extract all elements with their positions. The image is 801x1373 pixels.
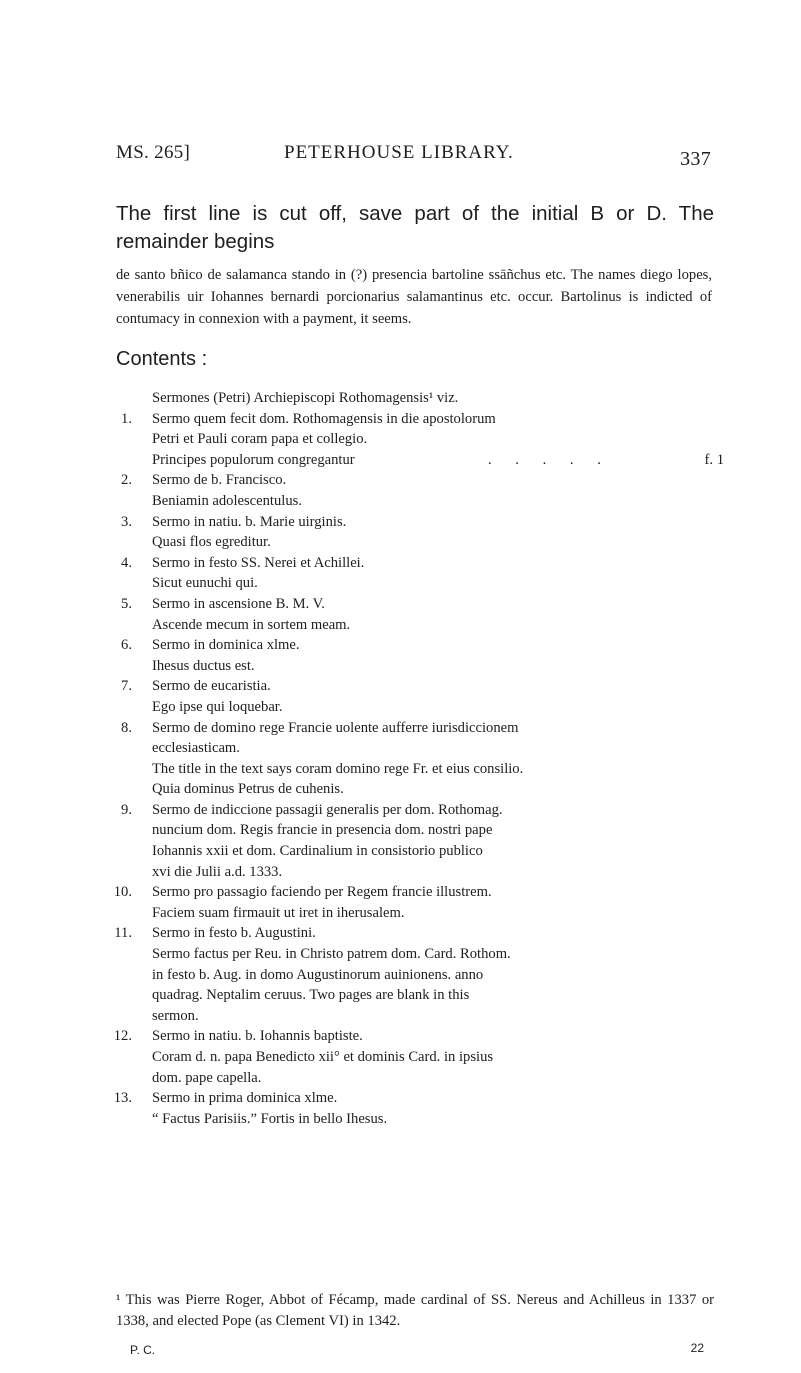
intro-paragraph: The first line is cut off, save part of the initial B or D. The remainder begins [116,202,714,253]
item-text: Sicut eunuchi qui. [152,575,258,592]
signature-mark: 22 [690,1341,704,1355]
list-item [110,615,710,636]
item-text: Sermo in festo b. Augustini. [152,925,316,942]
item-text: Sermo in ascensione B. M. V. [152,595,325,612]
list-item [110,944,710,965]
list-item [110,697,710,718]
contents-heading: Contents : [116,348,208,370]
item-text: Sermo factus per Reu. in Christo patrem dom. Card. Rothom. [152,946,511,963]
item-text: sermon. [152,1007,199,1024]
list-item [110,594,710,615]
item-text: Sermo pro passagio faciendo per Regem francie illustrem. [152,884,492,901]
list-item [110,635,710,656]
list-item [110,820,710,841]
list-item [110,923,710,944]
item-text: Faciem suam firmauit ut iret in iherusalem. [152,904,405,921]
item-number: 7. [121,678,132,695]
item-text: Sermo de b. Francisco. [152,472,287,489]
folio-ref: f. 1 [704,451,724,468]
list-item [110,759,710,780]
item-text: Ascende mecum in sortem meam. [152,616,351,633]
item-text: Sermo in dominica xlme. [152,637,300,654]
footnote: ¹ This was Pierre Roger, Abbot of Fécamp, made cardinal of SS. Nereus and Achilleus in 1337 or 1338, and elected Pope (as Clement VI) in 1342. [116,1292,714,1329]
item-text: quadrag. Neptalim ceruus. Two pages are blank in this [152,987,470,1004]
list-item [110,491,710,512]
list-item [110,862,710,883]
list-item [110,676,710,697]
item-text: Petri et Pauli coram papa et collegio. [152,431,368,448]
item-number: 6. [121,637,132,654]
item-number: 13. [113,1090,132,1107]
list-item [110,429,710,450]
running-header [116,142,711,182]
list-item [110,573,710,594]
contents-list [110,388,724,1129]
list-item [110,656,710,677]
item-text: Sermo de eucaristia. [152,678,271,695]
list-item [110,882,710,903]
leader-dots: . . . . . [488,451,611,468]
item-text: Principes populorum congregantur [152,451,355,468]
item-number: 2. [121,472,132,489]
list-item [110,779,710,800]
list-item [110,965,710,986]
item-text: Sermo in natiu. b. Marie uirginis. [152,513,347,530]
item-text: Sermo in natiu. b. Iohannis baptiste. [152,1028,363,1045]
item-text: Quasi flos egreditur. [152,534,271,551]
list-item [110,512,710,533]
list-item [110,985,710,1006]
item-text: Sermo quem fecit dom. Rothomagensis in die apostolorum [152,410,496,427]
item-number: 12. [113,1028,132,1045]
signature-left: P. C. [130,1343,156,1357]
item-text: xvi die Julii a.d. 1333. [152,863,283,880]
item-number: 8. [121,719,132,736]
list-item [110,1006,710,1027]
list-item [110,1047,710,1068]
list-item [110,718,710,739]
item-text: dom. pape capella. [152,1069,262,1086]
item-text: Iohannis xxii et dom. Cardinalium in consistorio publico [152,843,483,860]
item-text: The title in the text says coram domino rege Fr. et eius consilio. [152,760,524,777]
item-text: “ Factus Parisiis.” Fortis in bello Ihesus. [152,1110,388,1127]
list-item [110,532,710,553]
item-number: 1. [121,410,132,427]
item-number: 9. [121,801,132,818]
item-number: 5. [121,595,132,612]
list-item [110,470,710,491]
list-item [110,903,710,924]
latin-excerpt: de santo bñico de salamanca stando in (?) presencia bartoline ssāñchus etc. The names diego lopes, venerabilis uir Iohannes bernardi porcionarius salamantinus etc. occur. Bartolinus is indicted of contumacy in connexion with a payment, it seems. [116,267,712,327]
list-item [110,738,710,759]
item-text: Ihesus ductus est. [152,657,255,674]
list-item [110,1088,710,1109]
list-item [110,553,710,574]
list-item [110,800,710,821]
item-text: Sermo in prima dominica xlme. [152,1090,338,1107]
list-item [110,1109,710,1130]
item-number: 3. [121,513,132,530]
item-text: ecclesiasticam. [152,740,240,757]
item-text: Sermo de indiccione passagii generalis per dom. Rothomag. [152,801,503,818]
item-text: Coram d. n. papa Benedicto xii° et dominis Card. in ipsius [152,1049,494,1065]
list-item [110,409,710,430]
item-text: in festo b. Aug. in domo Augustinorum auinionens. anno [152,966,484,983]
header-title: PETERHOUSE LIBRARY. [284,142,514,163]
list-item [110,1068,710,1089]
item-number: 11. [114,925,132,942]
item-text: Sermo de domino rege Francie uolente aufferre iurisdiccionem [152,719,519,736]
item-text: Beniamin adolescentulus. [152,492,302,509]
list-item [110,450,724,471]
header-ms-ref: MS. 265] [116,142,191,163]
list-item [110,388,710,409]
item-text: Quia dominus Petrus de cuhenis. [152,781,344,798]
item-text: Sermo in festo SS. Nerei et Achillei. [152,554,365,571]
item-text: Ego ipse qui loquebar. [152,698,283,715]
item-text: nuncium dom. Regis francie in presencia dom. nostri pape [152,822,493,839]
item-number: 10. [113,884,132,901]
list-item [110,841,710,862]
item-number: 4. [121,554,132,571]
page-number: 337 [680,148,711,170]
item-text: Sermones (Petri) Archiepiscopi Rothomagensis¹ viz. [152,390,459,406]
list-item [110,1026,710,1047]
